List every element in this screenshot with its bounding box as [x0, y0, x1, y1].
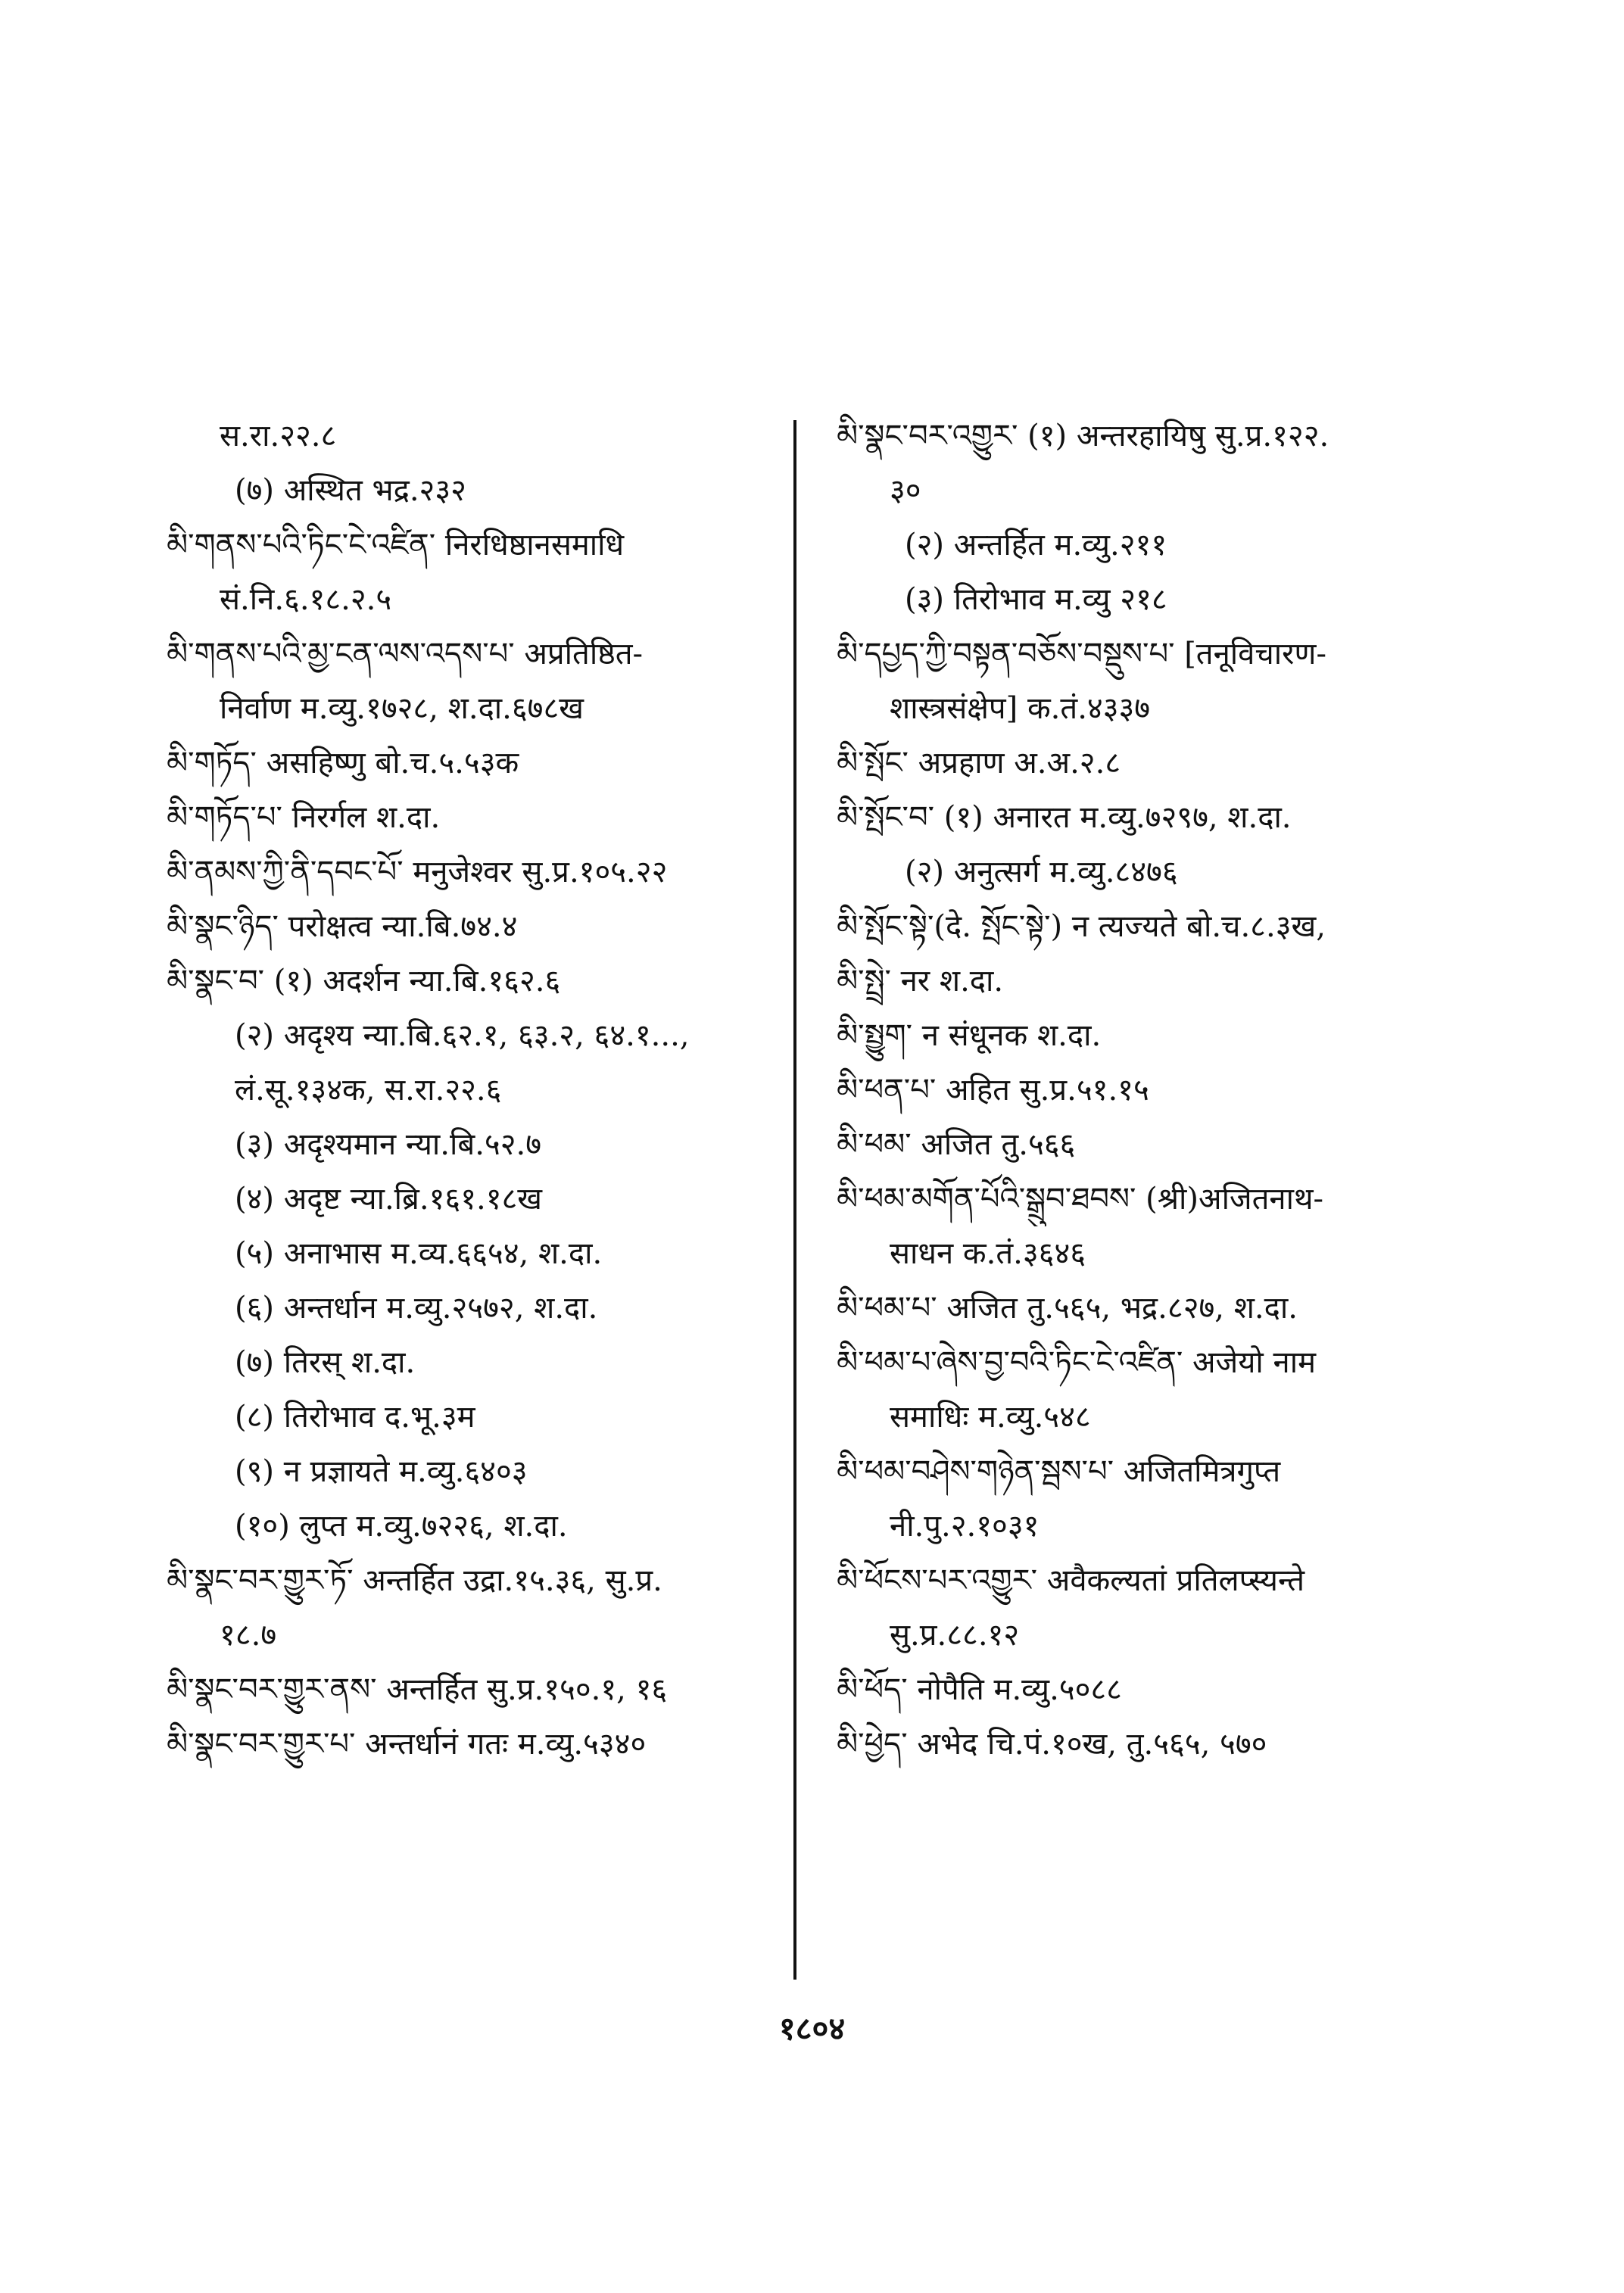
- left-column-entry-line: མི་གཏོད་ असहिष्णु बो.च.५.५३क: [167, 746, 519, 780]
- page-number: १८०४: [778, 2010, 846, 2047]
- right-column-entry-line: (२) अन्तर्हित म.व्यु.२११: [905, 528, 1167, 562]
- right-column-entry-line: सु.प्र.८८.१२: [890, 1618, 1020, 1653]
- left-column-entry-line: (९) न प्रज्ञायते म.व्यु.६४०३: [235, 1454, 528, 1489]
- left-column-entry-line: མི་སྣང་ཉིད་ परोक्षत्व न्या.बि.७४.४: [167, 909, 518, 944]
- right-column-entry-line: མི་ཕྱེད་ अभेद चि.पं.१०ख, तु.५६५, ५७०: [837, 1727, 1267, 1762]
- right-column-entry-line: མི་ཕོད་ नोपैति म.व्यु.५०८८: [837, 1672, 1122, 1707]
- left-column-entry-line: མི་གནས་པའི་ཏིང་ངེ་འཛིན་ निरधिष्ठानसमाधि: [167, 528, 625, 562]
- right-column-entry-line: མི་སྣང་བར་འགྱུར་ (१) अन्तरहायिषु सु.प्र.१२२.: [837, 419, 1329, 453]
- left-column-entry-line: (३) अदृश्यमान न्या.बि.५२.७: [235, 1127, 542, 1162]
- left-column-entry-line: स.रा.२२.८: [220, 419, 337, 453]
- left-column-entry-line: (४) अदृष्ट न्या.ब्रि.१६१.१८ख: [235, 1182, 543, 1217]
- right-column-entry-line: ३०: [890, 473, 921, 508]
- left-column-entry-line: མི་སྣང་བར་གྱུར་ནས་ अन्तर्हित सु.प्र.१५०.१, १६: [167, 1672, 668, 1707]
- right-column-entry-line: (३) तिरोभाव म.व्यु २१८: [905, 582, 1167, 617]
- right-column-entry-line: མི་ཕམ་པ་ अजित तु.५६५, भद्र.८२७, श.दा.: [837, 1291, 1298, 1326]
- left-column-entry-line: མི་གཏོད་པ་ निरर्गल श.दा.: [167, 800, 441, 835]
- right-column-entry-line: མི་ཕན་པ་ अहित सु.प्र.५१.१५: [837, 1073, 1149, 1108]
- left-column-entry-line: (५) अनाभास म.व्य.६६५४, श.दा.: [235, 1236, 603, 1271]
- left-column-entry-line: १८.७: [220, 1618, 277, 1653]
- right-column-entry-line: (२) अनुत्सर्ग म.व्यु.८४७६: [905, 855, 1178, 889]
- left-column-entry-line: लं.सू.१३४क, स.रा.२२.६: [235, 1073, 502, 1108]
- left-column-entry-line: (८) तिरोभाव द.भू.३म: [235, 1400, 475, 1435]
- left-column-entry-line: མི་སྣང་བར་གྱུར་པ་ अन्तर्धानं गतः म.व्यु.५३४०: [167, 1727, 647, 1762]
- right-column-entry-line: མི་ཕོངས་པར་འགྱུར་ अवैकल्यतां प्रतिलप्स्यन्ते: [837, 1563, 1305, 1598]
- left-column-entry-line: (७) तिरस् श.दा.: [235, 1345, 416, 1380]
- right-column: [837, 409, 1457, 1771]
- left-column-entry-line: (२) अदृश्य न्या.बि.६२.१, ६३.२, ६४.१...,: [235, 1018, 690, 1053]
- left-column-entry-line: མི་སྣང་བར་གྱུར་ཏོ་ अन्तर्हित उद्रा.१५.३६, सु.प्र.: [167, 1563, 662, 1598]
- left-column-entry-line: མི་ནམས་ཀྱི་ནི་དབང་པོ་ मनुजेश्वर सु.प्र.१०५.२२: [167, 855, 668, 889]
- right-column-entry-line: शास्त्रसंक्षेप] क.तं.४३३७: [890, 691, 1151, 726]
- right-column-entry-line: མི་ཕམ་ अजित तु.५६६: [837, 1127, 1076, 1162]
- left-column-entry-line: (६) अन्तर्धान म.व्यु.२५७२, श.दा.: [235, 1291, 598, 1326]
- right-column-entry-line: མི་སྤོང་ अप्रहाण अ.अ.२.८: [837, 746, 1121, 780]
- right-column-entry-line: མི་སྤྱུག་ न संधूनक श.दा.: [837, 1018, 1102, 1053]
- right-column-entry-line: མི་སྤོང་སྟེ་(दे. སྤོང་སྟེ་) न त्यज्यते बो.च.८.३ख,: [837, 909, 1326, 944]
- left-column-entry-line: (७) अस्थित भद्र.२३२: [235, 473, 466, 508]
- right-column-entry-line: समाधिः म.व्यु.५४८: [890, 1400, 1091, 1435]
- right-column-entry-line: མི་དཔྱད་ཀྱི་བསྟན་བཅོས་བསྡུས་པ་ [तनूविचारण-: [837, 637, 1326, 671]
- left-column: [167, 409, 787, 1771]
- left-column-entry-line: མི་གནས་པའི་མྱ་ངན་ལས་འདས་པ་ अप्रतिष्ठित-: [167, 637, 644, 671]
- left-column-entry-line: सं.नि.६.१८.२.५: [220, 582, 392, 617]
- left-column-entry-line: མི་སྣང་བ་ (१) अदर्शन न्या.बि.१६२.६: [167, 964, 561, 999]
- right-column-entry-line: མི་སྤོང་བ་ (१) अनारत म.व्यु.७२९७, श.दा.: [837, 800, 1292, 835]
- right-column-entry-line: साधन क.तं.३६४६: [890, 1236, 1086, 1271]
- left-column-entry-line: निर्वाण म.व्यु.१७२८, श.दा.६७८ख: [220, 691, 584, 726]
- right-column-entry-line: མི་སྤྲེ་ नर श.दा.: [837, 964, 1004, 999]
- right-column-entry-line: नी.पु.२.१०३१: [890, 1509, 1040, 1544]
- left-column-entry-line: (१०) लुप्त म.व्यु.७२२६, श.दा.: [235, 1509, 568, 1544]
- column-divider: [793, 420, 796, 1980]
- right-column-entry-line: མི་ཕམ་པ་ཞེས་བྱ་བའི་ཏིང་ངེ་འཛིན་ अजेयो नाम: [837, 1345, 1316, 1380]
- right-column-entry-line: མི་ཕམ་མགོན་པོའི་སྒྲུབ་ཐབས་ (श्री)अजितनाथ-: [837, 1182, 1324, 1217]
- right-column-entry-line: མི་ཕམ་བཤེས་གཉེན་སྦས་པ་ अजितमित्रगुप्त: [837, 1454, 1281, 1489]
